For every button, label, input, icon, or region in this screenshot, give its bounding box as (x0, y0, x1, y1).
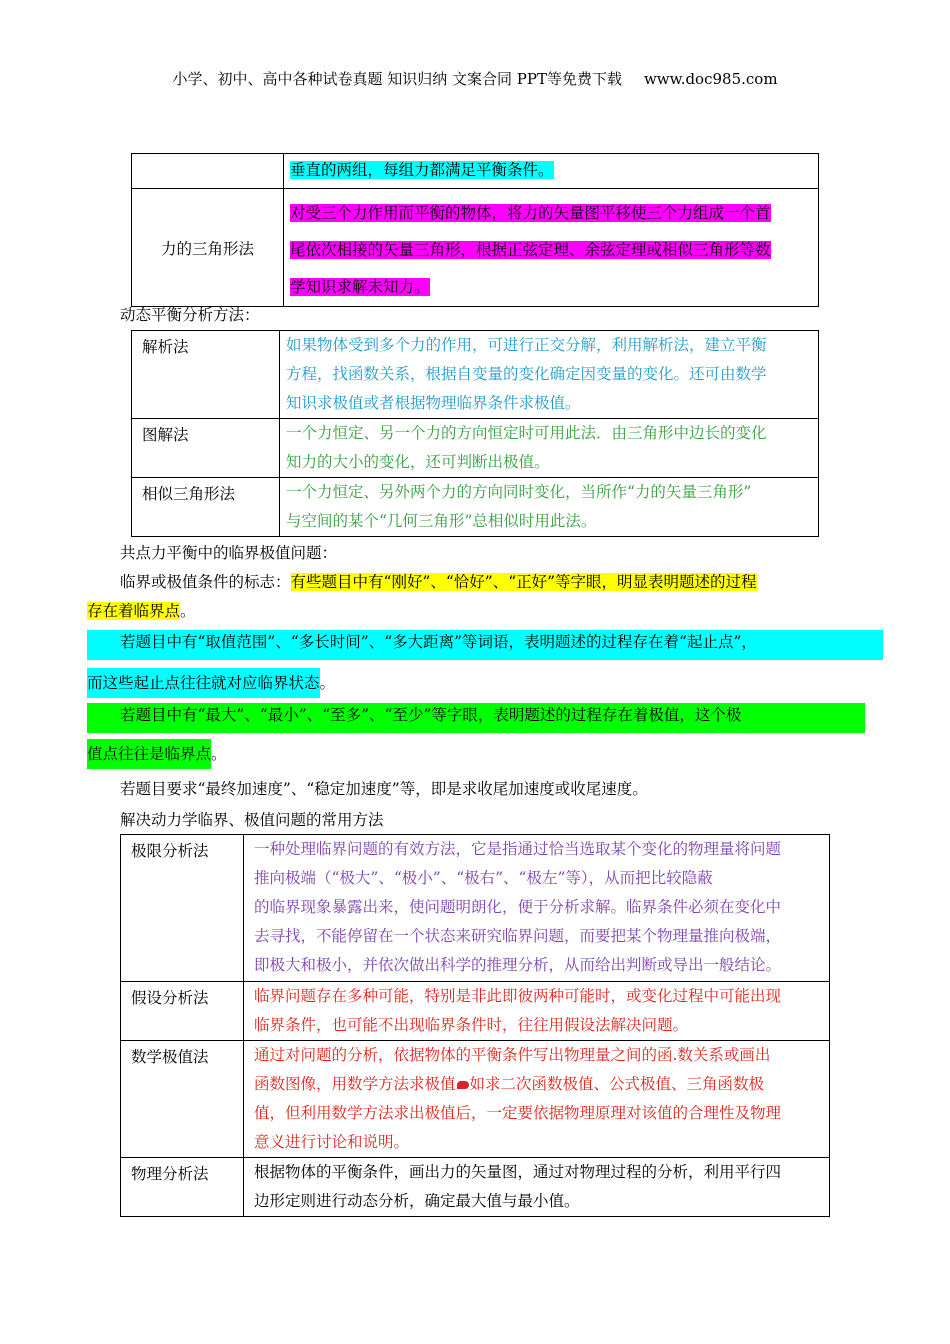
header-website: www.doc985.com (643, 70, 778, 88)
dynamic-row-label: 解析法 (132, 331, 280, 419)
critical-heading: 共点力平衡中的临界极值问题： (120, 544, 338, 562)
dynamic-row-content: 一个力恒定、另外两个力的方向同时变化，当所作“力的矢量三角形” 与空间的某个“几何三角形”总相似时用此法。 (280, 478, 819, 537)
method-row-content: 根据物体的平衡条件，画出力的矢量图，通过对物理过程的分析，利用平行四 边形定则进行动态分析，确定最大值与最小值。 (244, 1158, 830, 1217)
page-header (0, 68, 950, 89)
paragraph-2-line2: 而这些起止点往往就对应临界状态。 (87, 668, 335, 698)
paragraph-1-line2: 存在着临界点。 (87, 602, 196, 620)
dynamic-row-label: 相似三角形法 (132, 478, 280, 537)
method-row-content: 临界问题存在多种可能，特别是非此即彼两种可能时，或变化过程中可能出现 临界条件，也可能不出现临界条件时，往往用假设法解决问题。 (244, 982, 830, 1041)
table1-row1-content (284, 154, 819, 189)
methods-heading: 解决动力学临界、极值问题的常用方法 (120, 811, 384, 829)
header-left-text: 小学、初中、高中各种试卷真题 知识归纳 文案合同 PPT等免费下载 (172, 70, 622, 88)
paragraph-1-line1: 临界或极值条件的标志：有些题目中有“刚好”、“恰好”、“正好”等字眼，明显表明题述的过程 (120, 573, 757, 591)
method-row-label: 数学极值法 (121, 1041, 244, 1158)
method-row-content: 通过对问题的分析，依据物体的平衡条件写出物理量之间的函.数关系或画出 函数图像，用数学方法求极值 如求二次函数极值、公式极值、三角函数极 值，但利用数学方法求出极值后，一定要依据物理原理对该值的合理性及物理 意义进行讨论和说明。 (244, 1041, 830, 1158)
method-row-label: 假设分析法 (121, 982, 244, 1041)
table1-empty-cell (132, 154, 284, 189)
paragraph-2-line1: 若题目中有“取值范围”、“多长时间”、“多大距离”等词语，表明题述的过程存在着“起止点”， (87, 630, 883, 660)
paragraph-4: 若题目要求“最终加速度”、“稳定加速度”等，即是求收尾加速度或收尾速度。 (120, 780, 648, 798)
force-methods-table (131, 153, 819, 307)
dynamic-heading: 动态平衡分析方法： (120, 306, 260, 324)
paragraph-3-line2: 值点往往是临界点。 (87, 739, 227, 769)
dynamic-balance-table (131, 330, 819, 537)
method-row-content: 一种处理临界问题的有效方法，它是指通过恰当选取某个变化的物理量将问题 推向极端（“极大”、“极小”、“极右”、“极左”等），从而把比较隐蔽 的临界现象暴露出来，使问题明朗化，便于分析求解。临界条件必须在变化中 去寻找，不能停留在一个状态来研究临界问题，而要把某个物理量推向极端， 即极大和极小，并依次做出科学的推理分析，从而给出判断或导出一般结论。 (244, 835, 830, 982)
method-row-label: 极限分析法 (121, 835, 244, 982)
dynamic-row-content: 如果物体受到多个力的作用，可进行正交分解，利用解析法，建立平衡 方程，找函数关系，根据自变量的变化确定因变量的变化。还可由数学 知识求极值或者根据物理临界条件求极值。 (280, 331, 819, 419)
table1-row2-label: 力的三角形法 (132, 189, 284, 307)
dynamic-row-content: 一个力恒定、另一个力的方向恒定时可用此法．由三角形中边长的变化 知力的大小的变化，还可判断出极值。 (280, 419, 819, 478)
dynamic-row-label: 图解法 (132, 419, 280, 478)
table1-row2-content: 对受三个力作用而平衡的物体，将力的矢量图平移使三个力组成一个首 尾依次相接的矢量三角形，根据正弦定理、余弦定理或相似三角形等数 学知识求解未知力。 (284, 189, 819, 307)
method-row-label: 物理分析法 (121, 1158, 244, 1217)
row1-text: 垂直的两组，每组力都满足平衡条件。 (290, 161, 554, 179)
paragraph-3-line1: 若题目中有“最大”、“最小”、“至多”、“至少”等字眼，表明题述的过程存在着极值，这个极 (87, 703, 865, 733)
comment-icon[interactable] (457, 1081, 469, 1089)
critical-methods-table (120, 834, 830, 1217)
